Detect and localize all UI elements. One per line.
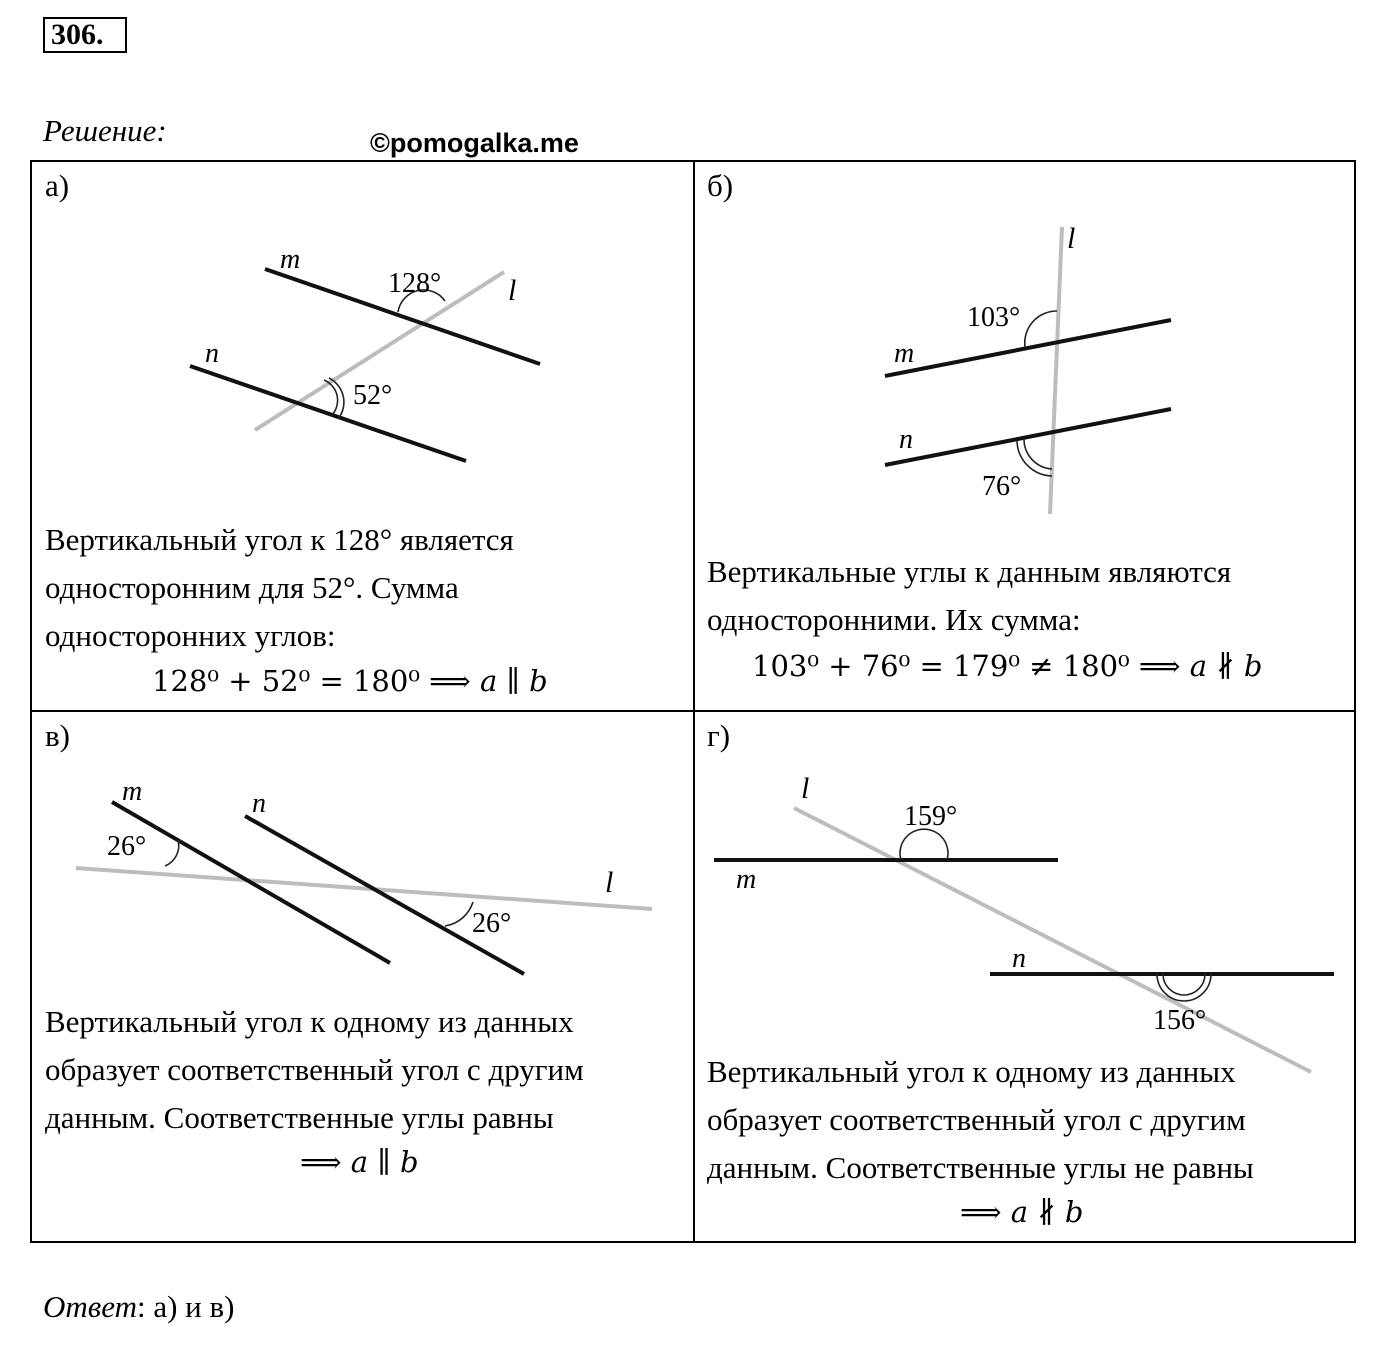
angle-arc [165,840,179,866]
line-l [1050,227,1062,514]
label-m: m [122,776,143,807]
label-m: m [280,244,301,275]
formula-relation: ∦ [1216,649,1235,683]
formula-var-a: a [1010,1195,1029,1229]
angle-arc [1024,439,1052,469]
angle-arc [1163,974,1205,995]
formula-lhs: 128⁰ + 52⁰ = 180⁰ ⟹ [152,664,471,698]
angle-label: 159° [904,801,958,832]
cell-a-text: Вертикальный угол к 128° является односторонним для 52°. Сумма односторонних углов: [45,522,514,653]
answer [43,1289,234,1325]
cell-c-text: Вертикальный угол к одному из данных образует соответственный угол с другим данным. Соответственные углы равны [45,1004,584,1135]
formula-var-b: b [399,1145,419,1179]
problem-number: 306. [43,17,127,53]
formula-relation: ∦ [1037,1195,1056,1229]
line-l [794,808,1311,1072]
angle-label: 76° [982,471,1022,502]
angle-label: 128° [388,268,442,299]
formula-lhs: ⟹ [300,1145,342,1179]
angle-label: 103° [967,302,1021,333]
angle-arc [900,829,948,860]
cell-d-letter: г) [707,718,731,753]
line-m [112,802,390,963]
cell-a-formula [152,664,548,698]
watermark: ©pomogalka.me [370,128,579,158]
cell-d-formula [960,1195,1084,1229]
label-l: l [605,866,614,899]
cell-b-text: Вертикальные углы к данным являются односторонними. Их сумма: [707,554,1232,637]
angle-label: 52° [353,380,393,411]
answer-text: : а) и в) [136,1289,235,1324]
cell-b-letter: б) [707,168,734,203]
formula-relation: ∥ [506,664,520,698]
formula-lhs: ⟹ [960,1195,1002,1229]
angle-label: 156° [1153,1005,1207,1036]
angle-arc [445,902,473,926]
line-l [76,868,652,909]
label-n: n [252,788,266,819]
label-l: l [1067,222,1076,255]
cell-d-text: Вертикальный угол к одному из данных образует соответственный угол с другим данным. Соответственные углы не равны [707,1054,1254,1185]
label-l: l [508,274,517,307]
cell-a-letter: а) [45,168,70,203]
formula-var-a: a [350,1145,369,1179]
angle-label: 26° [107,831,147,862]
cell-c-letter: в) [45,718,70,753]
formula-var-a: a [479,664,498,698]
formula-var-b: b [529,664,548,698]
cell-c-formula [300,1145,419,1179]
angle-label: 26° [472,908,512,939]
solution-label: Решение: [43,113,167,148]
cell-b-formula [752,649,1262,683]
label-l: l [801,772,810,805]
label-n: n [899,424,913,455]
formula-var-a: a [1189,649,1207,683]
label-m: m [736,864,757,895]
label-n: n [205,338,219,369]
line-n [190,366,466,461]
formula-var-b: b [1243,649,1263,683]
line-n [885,409,1171,465]
label-m: m [894,338,915,369]
formula-var-b: b [1064,1195,1084,1229]
label-n: n [1012,943,1026,974]
solution-grid [30,160,1356,1243]
angle-arc [1017,441,1052,476]
answer-label: Ответ [43,1289,137,1324]
formula-relation: ∥ [377,1145,391,1179]
formula-lhs: 103⁰ + 76⁰ = 179⁰ ≠ 180⁰ ⟹ [752,649,1181,683]
